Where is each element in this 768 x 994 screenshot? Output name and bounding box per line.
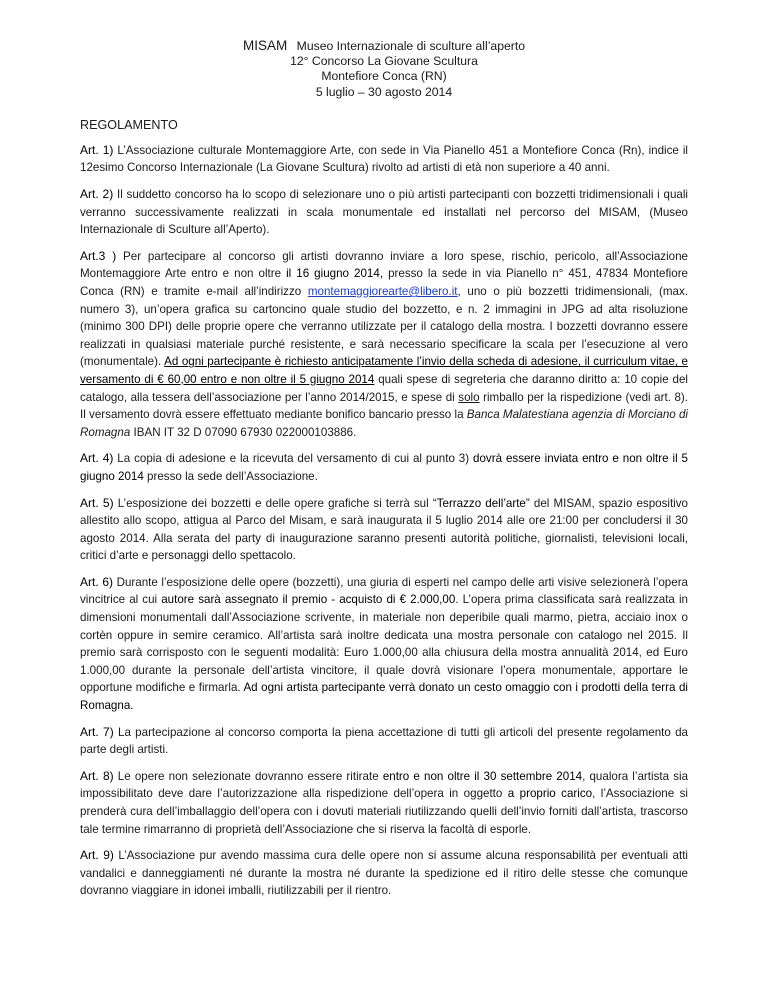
contest-name: 12° Concorso La Giovane Scultura <box>290 54 478 69</box>
article-4-text-1: La copia di adesione e la ricevuta del versamento di cui al punto 3) <box>113 452 474 466</box>
article-8 <box>80 768 688 838</box>
article-3-text-5: rimballo per la rispedizione (vedi art. 8). Il versamento dovrà essere effettuato mediante bonifico bancario presso la <box>80 390 688 422</box>
article-9-label: Art. 9) <box>80 848 114 863</box>
article-3-deadline: il 16 giugno 2014, <box>286 267 384 281</box>
article-3-bank: Banca Malatestiana agenzia di Morciano di Romagna <box>80 408 688 439</box>
article-4-label: Art. 4) <box>80 451 114 466</box>
article-6-gift: Ad ogni artista partecipante verrà donato un cesto omaggio con i prodotti della terra di Romagna. <box>80 681 688 713</box>
header-line-1 <box>80 38 688 54</box>
article-3-text-2: presso la sede in via Pianello n° 451, 47834 Montefiore Conca (RN) e tramite e-mail all’indirizzo <box>80 267 688 298</box>
article-8-text-1: Le opere non selezionate dovranno essere ritirate <box>113 769 383 783</box>
article-1-label: Art. 1) <box>80 142 114 157</box>
article-5-text-1: L’esposizione dei bozzetti e delle opere grafiche si terrà sul “ <box>113 496 437 510</box>
article-6-text-2: . L’opera prima classificata sarà realizzata in dimensioni monumentali dall’Associazione scrivente, in materiale non deperibile quali marmo, pietra, acciaio inox o cortèn oppure in semire ceramico. All’artista sarà inoltre dedicata una mostra personale con catalogo nel 2015. Il premio sarà corrisposto con le seguenti modalità: Euro 1.000,00 alla chiusura della mostra annualità 2014, ed Euro 1.000,00 durante la personale dell’artista vincitore, il quale dovrà visionare l’opera monumentale, apportare le opportune modifiche e firmarla. <box>80 593 688 695</box>
article-6-label: Art. 6) <box>80 574 114 589</box>
article-2-label: Art. 2) <box>80 187 114 201</box>
article-3-text-3: , uno o più bozzetti tridimensionali, (max. numero 3), un’opera grafica su cartoncino quale studio del bozzetto, e n. 2 immagini in JPG ad alta risoluzione (minimo 300 DPI) delle proprie opere che verranno utilizzate per il catalogo della mostra. I bozzetti dovranno essere realizzati in qualsiasi materiale purché resistente, e sarà necessario specificare la scala per l’esecuzione al vero (monumentale). <box>80 284 688 369</box>
article-8-deadline: entro e non oltre il 30 settembre 2014 <box>382 769 583 783</box>
article-2-text: Il suddetto concorso ha lo scopo di selezionare uno o più artisti partecipanti con bozzetti tridimensionali i quali verranno successivamente realizzati in scala monumentale ed installati nel percorso del MISAM, (Museo Internazionale di Sculture all’Aperto). <box>80 188 689 237</box>
article-3-label: Art.3 ) <box>80 248 117 263</box>
article-3-text-4: quali spese di segreteria che daranno diritto a: 10 copie del catalogo, alla tessera dell’associazione per l’anno 2014/2015, e spese di <box>80 372 688 404</box>
article-3 <box>80 248 688 442</box>
article-9-text: L’Associazione pur avendo massima cura delle opere non si assume alcuna responsabilità per eventuali atti vandalici e danneggiamenti né durante la mostra né durante la spedizione ed il ritiro delle stesse che comunque dovranno viaggiare in idonei imballi, riutilizzabili per il rientro. <box>80 849 688 898</box>
article-5-venue: Terrazzo dell’arte <box>436 496 526 510</box>
regolamento-title: REGOLAMENTO <box>80 117 178 132</box>
article-4-text-2: presso la sede dell’Associazione. <box>143 469 318 483</box>
document-header <box>80 38 688 100</box>
contest-place: Montefiore Conca (RN) <box>321 69 447 84</box>
article-6 <box>80 574 688 715</box>
article-7-label: Art. 7) <box>80 724 114 739</box>
article-9 <box>80 847 688 900</box>
article-6-text-1: Durante l’esposizione delle opere (bozzetti), una giuria di esperti nel campo delle arti visive selezionerà l’opera vincitrice al cui <box>80 575 688 607</box>
article-8-label: Art. 8) <box>80 768 114 783</box>
article-7 <box>80 724 688 759</box>
article-1-text: L’Associazione culturale Montemaggiore Arte, con sede in Via Pianello 451 a Montefiore Conca (Rn), indice il 12esimo Concorso Internazionale (La Giovane Scultura) rivolto ad artisti di età non superiore a 40 anni. <box>80 143 688 175</box>
article-4-deadline: dovrà essere inviata entro e non oltre il 5 giugno 2014 <box>80 452 688 483</box>
article-1 <box>80 142 688 177</box>
article-8-own-expense: a proprio carico <box>507 787 593 801</box>
email-link[interactable]: montemaggiorearte@libero.it <box>307 284 458 298</box>
article-3-text-6: IBAN IT 32 D 07090 67930 022000103886. <box>130 425 357 439</box>
article-4 <box>80 450 688 485</box>
article-8-text-3: , l’Associazione si prenderà cura dell’imballaggio dell’opera con i dovuti materiali riutilizzando quelli dell’invio forniti dall’artista, trascorso tale termine rimarranno di proprietà dell’Associazione che si riserva la facoltà di esporle. <box>80 787 688 836</box>
article-7-text: La partecipazione al concorso comporta la piena accettazione di tutti gli articoli del presente regolamento da parte degli artisti. <box>80 725 689 757</box>
article-5-label: Art. 5) <box>80 495 114 510</box>
article-3-text-1: Per partecipare al concorso gli artisti dovranno inviare a loro spese, rischio, pericolo, all’Associazione Montemaggiore Arte entro e non oltre <box>80 249 688 281</box>
contest-dates: 5 luglio – 30 agosto 2014 <box>315 84 453 99</box>
museum-name: Museo Internazionale di sculture all’aperto <box>296 39 525 53</box>
article-5 <box>80 495 688 565</box>
misam-acronym: MISAM <box>243 38 288 53</box>
article-3-fee-notice: Ad ogni partecipante è richiesto anticipatamente l’invio della scheda di adesione, il curriculum vitae, e versamento di € 60,00 entro e non oltre il 5 giugno 2014 <box>80 355 688 386</box>
article-6-prize: autore sarà assegnato il premio - acquisto di € 2.000,00 <box>161 593 456 607</box>
article-2 <box>80 186 688 239</box>
article-5-text-2: ” del MISAM, spazio espositivo allestito allo scopo, attigua al Parco del Misam, e sarà inaugurata il 5 luglio 2014 alle ore 21:00 per concludersi il 30 agosto 2014. Alla serata del party di inaugurazione saranno presenti autorità politiche, giornalisti, televisioni locali, critici d’arte e personaggi dello spettacolo. <box>80 496 689 563</box>
article-8-text-2: , qualora l’artista sia impossibilitato deve dare l’autorizzazione alla rispedizione dell’opera in oggetto <box>80 769 689 801</box>
article-3-solo: solo <box>458 390 480 404</box>
